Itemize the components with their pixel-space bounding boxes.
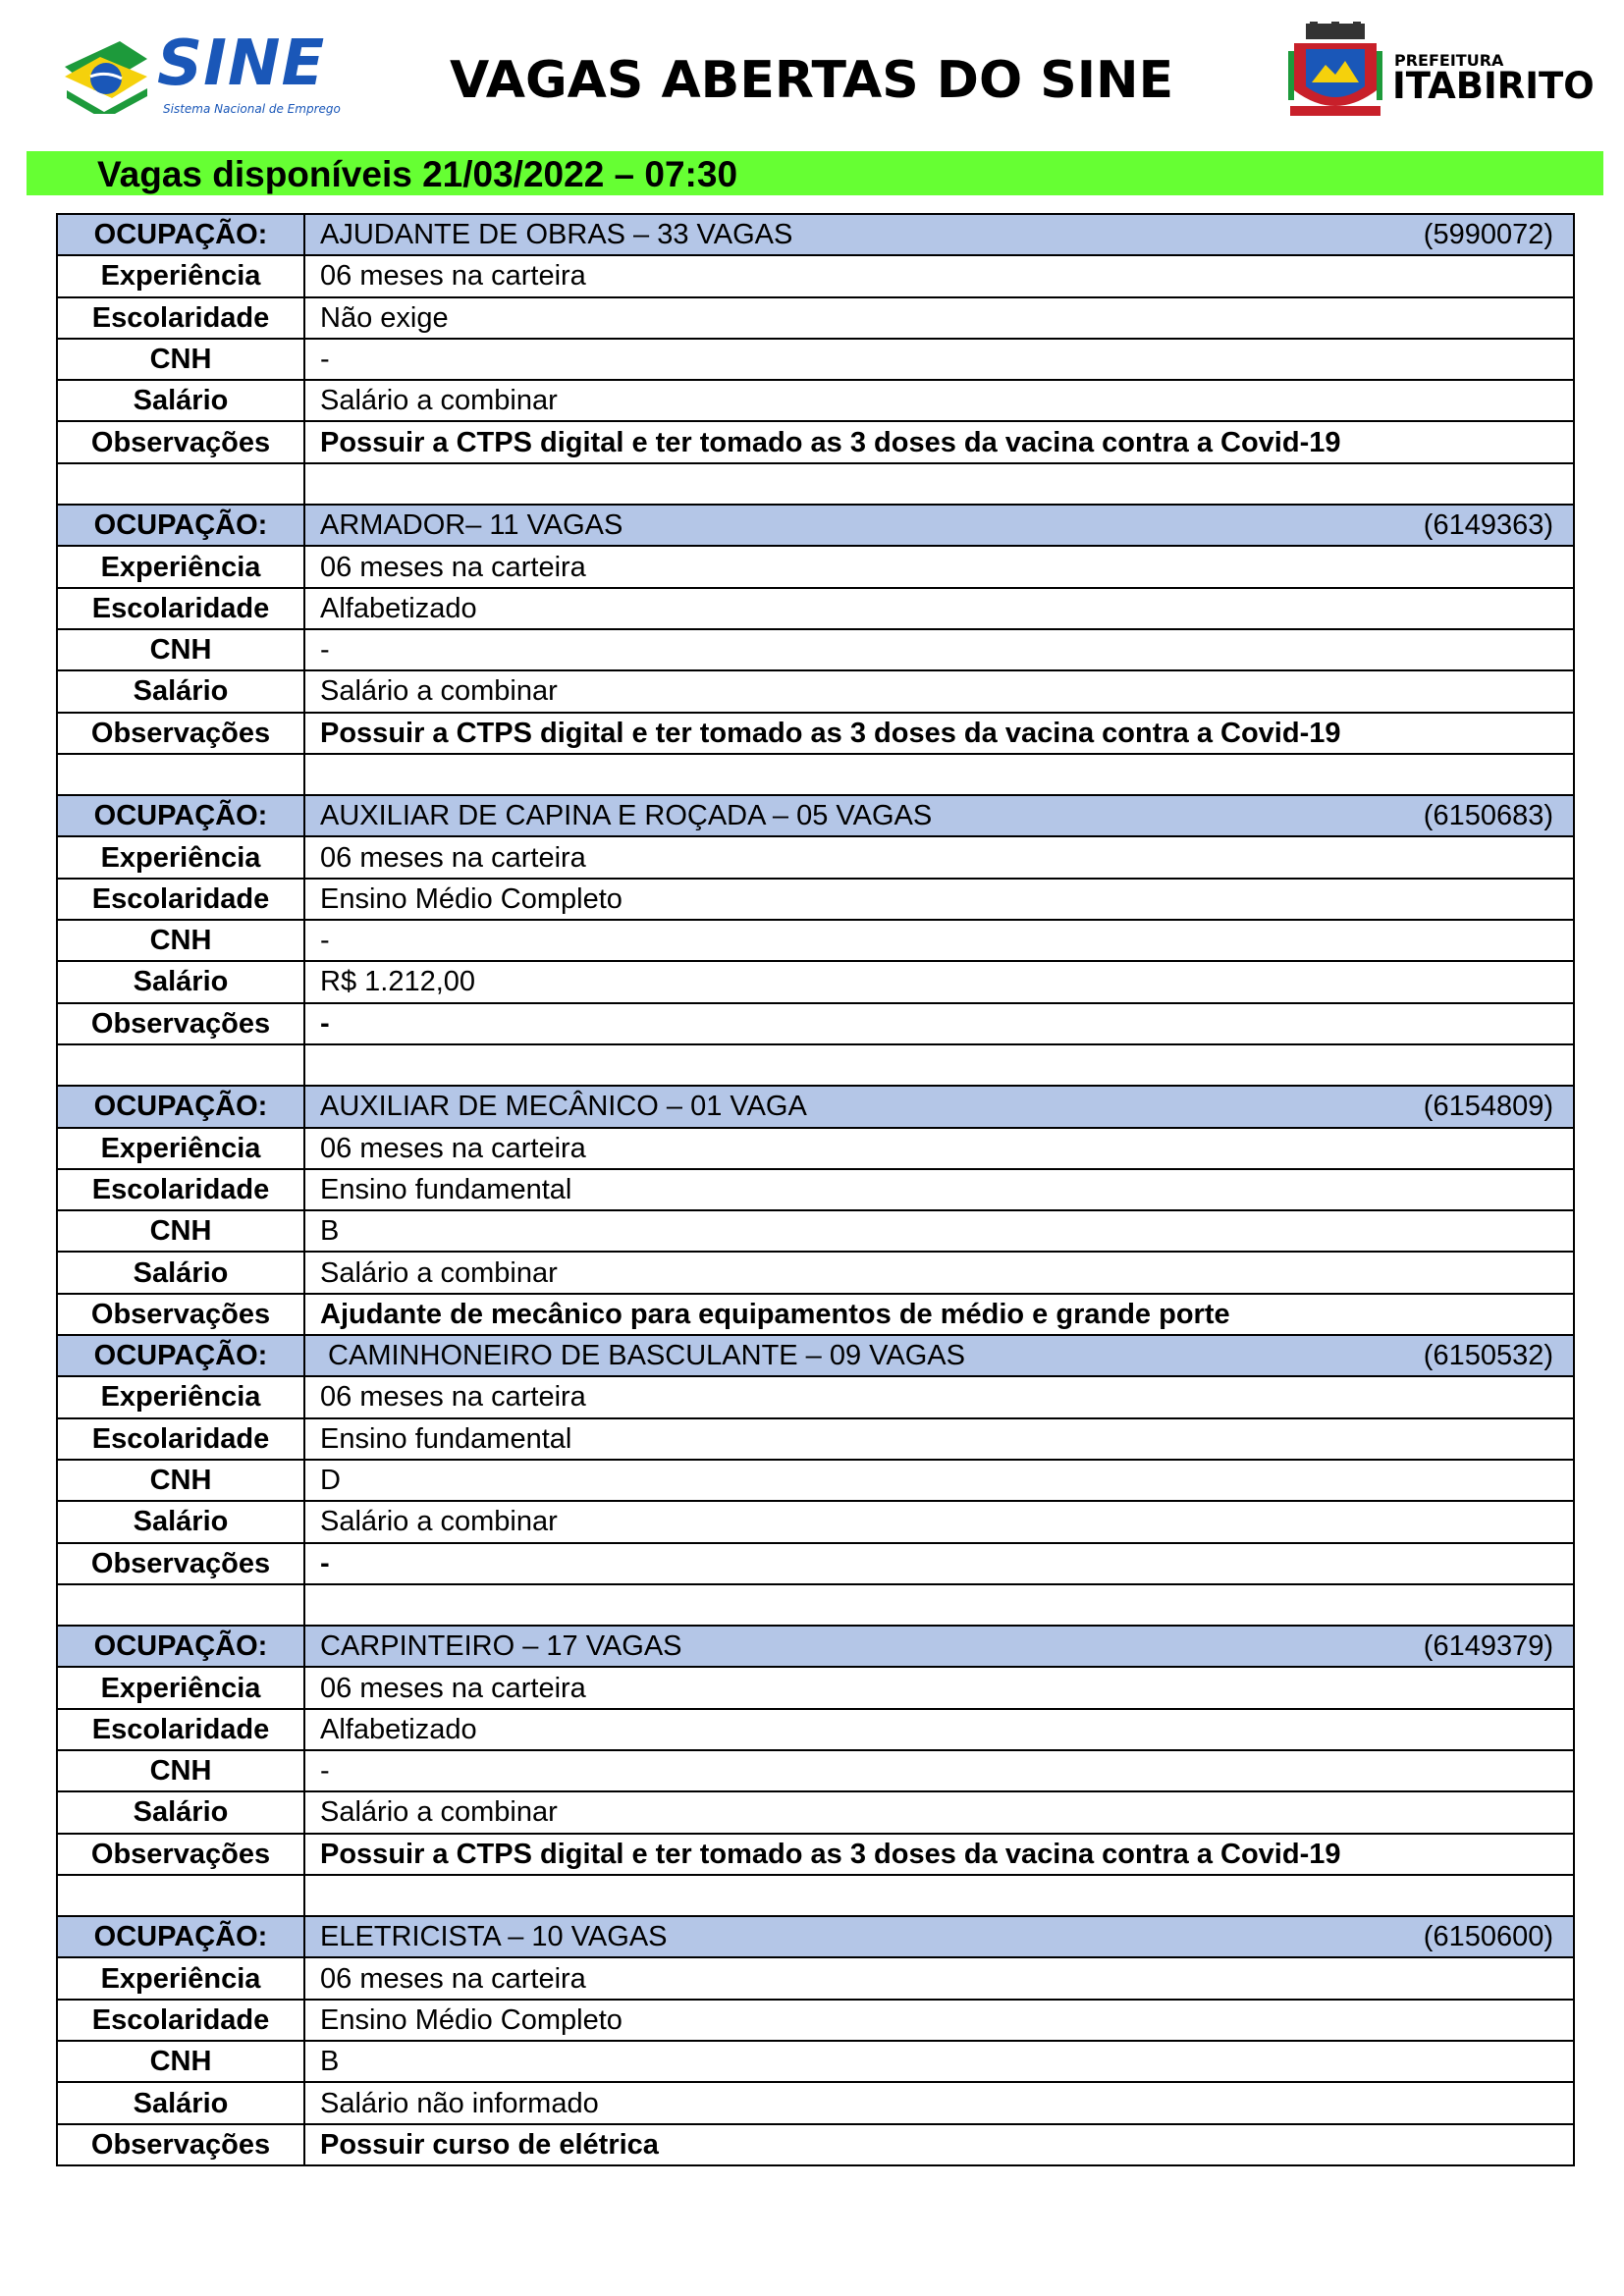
occupation-title: ARMADOR– 11 VAGAS: [320, 509, 623, 542]
experience-value: 06 meses na carteira: [304, 546, 1574, 587]
salary-label: Salário: [57, 2082, 304, 2123]
experience-label: Experiência: [57, 1667, 304, 1708]
spacer-cell: [304, 463, 1574, 505]
salary-value: Salário a combinar: [304, 670, 1574, 712]
job-observations-row: [57, 1294, 1574, 1335]
sine-logo-text: SINE: [157, 27, 326, 100]
job-observations-row: [57, 421, 1574, 462]
drivers-license-label: CNH: [57, 1210, 304, 1252]
education-label: Escolaridade: [57, 2000, 304, 2041]
drivers-license-label: CNH: [57, 339, 304, 380]
drivers-license-value: -: [304, 629, 1574, 670]
occupation-label: OCUPAÇÃO:: [57, 1086, 304, 1127]
observations-value: Possuir a CTPS digital e ter tomado as 3 doses da vacina contra a Covid-19: [304, 421, 1574, 462]
job-salary-row: [57, 961, 1574, 1002]
spacer-cell: [57, 754, 304, 795]
occupation-cell: [304, 795, 1574, 836]
observations-value: Possuir curso de elétrica: [304, 2124, 1574, 2165]
job-salary-row: [57, 2082, 1574, 2123]
spacer-cell: [57, 1875, 304, 1916]
page-header: [0, 0, 1624, 147]
sine-logo: [61, 27, 346, 122]
job-observations-row: [57, 1834, 1574, 1875]
job-salary-row: [57, 380, 1574, 421]
occupation-label: OCUPAÇÃO:: [57, 505, 304, 546]
spacer-cell: [304, 754, 1574, 795]
observations-label: Observações: [57, 1003, 304, 1044]
drivers-license-value: -: [304, 1750, 1574, 1791]
occupation-code: (6150600): [1423, 1921, 1553, 1953]
occupation-code: (6150532): [1423, 1340, 1553, 1372]
city-crest-icon: [1286, 22, 1384, 126]
job-salary-row: [57, 1252, 1574, 1293]
occupation-label: OCUPAÇÃO:: [57, 1626, 304, 1667]
occupation-title: AUXILIAR DE CAPINA E ROÇADA – 05 VAGAS: [320, 800, 933, 832]
education-value: Ensino Médio Completo: [304, 2000, 1574, 2041]
salary-label: Salário: [57, 1252, 304, 1293]
page-title: VAGAS ABERTAS DO SINE: [450, 51, 1174, 110]
observations-label: Observações: [57, 421, 304, 462]
job-occupation-row: [57, 1086, 1574, 1127]
job-education-row: [57, 1418, 1574, 1460]
spacer-row: [57, 1584, 1574, 1626]
salary-label: Salário: [57, 961, 304, 1002]
occupation-title: CAMINHONEIRO DE BASCULANTE – 09 VAGAS: [320, 1340, 965, 1372]
occupation-title: AJUDANTE DE OBRAS – 33 VAGAS: [320, 219, 793, 251]
experience-value: 06 meses na carteira: [304, 1376, 1574, 1417]
salary-value: R$ 1.212,00: [304, 961, 1574, 1002]
job-drivers-license-row: [57, 1460, 1574, 1501]
job-occupation-row: [57, 1916, 1574, 1957]
spacer-row: [57, 463, 1574, 505]
job-salary-row: [57, 1791, 1574, 1833]
occupation-label: OCUPAÇÃO:: [57, 214, 304, 255]
experience-label: Experiência: [57, 1957, 304, 1999]
job-observations-row: [57, 1543, 1574, 1584]
job-observations-row: [57, 713, 1574, 754]
occupation-cell: [304, 1086, 1574, 1127]
job-experience-row: [57, 1667, 1574, 1708]
job-observations-row: [57, 2124, 1574, 2165]
observations-label: Observações: [57, 1294, 304, 1335]
job-experience-row: [57, 1376, 1574, 1417]
job-experience-row: [57, 1957, 1574, 1999]
spacer-row: [57, 754, 1574, 795]
experience-value: 06 meses na carteira: [304, 1957, 1574, 1999]
job-education-row: [57, 2000, 1574, 2041]
spacer-cell: [304, 1584, 1574, 1626]
experience-value: 06 meses na carteira: [304, 1128, 1574, 1169]
job-salary-row: [57, 1501, 1574, 1542]
city-name: ITABIRITO: [1392, 65, 1595, 107]
education-label: Escolaridade: [57, 1709, 304, 1750]
job-education-row: [57, 297, 1574, 339]
job-salary-row: [57, 670, 1574, 712]
experience-label: Experiência: [57, 836, 304, 878]
occupation-cell: [304, 1335, 1574, 1376]
observations-label: Observações: [57, 2124, 304, 2165]
date-banner: [27, 151, 1603, 195]
date-banner-text: Vagas disponíveis 21/03/2022 – 07:30: [97, 154, 738, 194]
observations-value: -: [304, 1543, 1574, 1584]
drivers-license-value: B: [304, 2041, 1574, 2082]
job-occupation-row: [57, 1626, 1574, 1667]
occupation-title: ELETRICISTA – 10 VAGAS: [320, 1921, 668, 1953]
occupation-title: CARPINTEIRO – 17 VAGAS: [320, 1630, 682, 1663]
occupation-cell: [304, 1916, 1574, 1957]
occupation-title: AUXILIAR DE MECÂNICO – 01 VAGA: [320, 1091, 807, 1123]
education-value: Ensino Médio Completo: [304, 879, 1574, 920]
salary-value: Salário a combinar: [304, 1791, 1574, 1833]
drivers-license-value: D: [304, 1460, 1574, 1501]
occupation-code: (5990072): [1423, 219, 1553, 251]
drivers-license-label: CNH: [57, 920, 304, 961]
spacer-cell: [57, 463, 304, 505]
job-experience-row: [57, 836, 1574, 878]
experience-label: Experiência: [57, 1128, 304, 1169]
job-listings-table: [56, 213, 1575, 2166]
occupation-cell: [304, 505, 1574, 546]
job-drivers-license-row: [57, 629, 1574, 670]
drivers-license-value: -: [304, 920, 1574, 961]
job-occupation-row: [57, 795, 1574, 836]
spacer-row: [57, 1044, 1574, 1086]
occupation-code: (6149363): [1423, 509, 1553, 542]
observations-label: Observações: [57, 713, 304, 754]
job-drivers-license-row: [57, 339, 1574, 380]
observations-value: Possuir a CTPS digital e ter tomado as 3 doses da vacina contra a Covid-19: [304, 1834, 1574, 1875]
job-occupation-row: [57, 1335, 1574, 1376]
occupation-label: OCUPAÇÃO:: [57, 1916, 304, 1957]
job-experience-row: [57, 546, 1574, 587]
job-education-row: [57, 1169, 1574, 1210]
salary-value: Salário a combinar: [304, 380, 1574, 421]
spacer-cell: [304, 1875, 1574, 1916]
spacer-cell: [304, 1044, 1574, 1086]
job-drivers-license-row: [57, 1210, 1574, 1252]
salary-label: Salário: [57, 1791, 304, 1833]
spacer-cell: [57, 1044, 304, 1086]
education-label: Escolaridade: [57, 588, 304, 629]
education-label: Escolaridade: [57, 1418, 304, 1460]
observations-value: Possuir a CTPS digital e ter tomado as 3 doses da vacina contra a Covid-19: [304, 713, 1574, 754]
job-experience-row: [57, 255, 1574, 296]
salary-value: Salário não informado: [304, 2082, 1574, 2123]
drivers-license-value: -: [304, 339, 1574, 380]
education-label: Escolaridade: [57, 297, 304, 339]
drivers-license-label: CNH: [57, 1460, 304, 1501]
prefeitura-label: PREFEITURA: [1394, 51, 1504, 70]
education-label: Escolaridade: [57, 879, 304, 920]
salary-label: Salário: [57, 380, 304, 421]
job-occupation-row: [57, 505, 1574, 546]
observations-value: Ajudante de mecânico para equipamentos de médio e grande porte: [304, 1294, 1574, 1335]
job-education-row: [57, 879, 1574, 920]
brazil-flag-icon: [61, 37, 151, 114]
observations-label: Observações: [57, 1834, 304, 1875]
job-education-row: [57, 1709, 1574, 1750]
experience-label: Experiência: [57, 546, 304, 587]
occupation-label: OCUPAÇÃO:: [57, 795, 304, 836]
sine-logo-subtitle: Sistema Nacional de Emprego: [163, 102, 341, 116]
job-drivers-license-row: [57, 920, 1574, 961]
job-observations-row: [57, 1003, 1574, 1044]
spacer-cell: [57, 1584, 304, 1626]
observations-value: -: [304, 1003, 1574, 1044]
drivers-license-label: CNH: [57, 2041, 304, 2082]
experience-value: 06 meses na carteira: [304, 836, 1574, 878]
education-label: Escolaridade: [57, 1169, 304, 1210]
education-value: Ensino fundamental: [304, 1169, 1574, 1210]
job-experience-row: [57, 1128, 1574, 1169]
education-value: Alfabetizado: [304, 1709, 1574, 1750]
prefeitura-logo: [1286, 22, 1595, 130]
job-education-row: [57, 588, 1574, 629]
education-value: Ensino fundamental: [304, 1418, 1574, 1460]
salary-label: Salário: [57, 1501, 304, 1542]
occupation-label: OCUPAÇÃO:: [57, 1335, 304, 1376]
occupation-code: (6149379): [1423, 1630, 1553, 1663]
job-drivers-license-row: [57, 2041, 1574, 2082]
spacer-row: [57, 1875, 1574, 1916]
occupation-code: (6150683): [1423, 800, 1553, 832]
observations-label: Observações: [57, 1543, 304, 1584]
education-value: Não exige: [304, 297, 1574, 339]
job-drivers-license-row: [57, 1750, 1574, 1791]
drivers-license-label: CNH: [57, 629, 304, 670]
experience-value: 06 meses na carteira: [304, 255, 1574, 296]
education-value: Alfabetizado: [304, 588, 1574, 629]
salary-value: Salário a combinar: [304, 1252, 1574, 1293]
experience-value: 06 meses na carteira: [304, 1667, 1574, 1708]
experience-label: Experiência: [57, 255, 304, 296]
salary-value: Salário a combinar: [304, 1501, 1574, 1542]
occupation-cell: [304, 214, 1574, 255]
drivers-license-value: B: [304, 1210, 1574, 1252]
experience-label: Experiência: [57, 1376, 304, 1417]
salary-label: Salário: [57, 670, 304, 712]
job-occupation-row: [57, 214, 1574, 255]
drivers-license-label: CNH: [57, 1750, 304, 1791]
occupation-code: (6154809): [1423, 1091, 1553, 1123]
occupation-cell: [304, 1626, 1574, 1667]
